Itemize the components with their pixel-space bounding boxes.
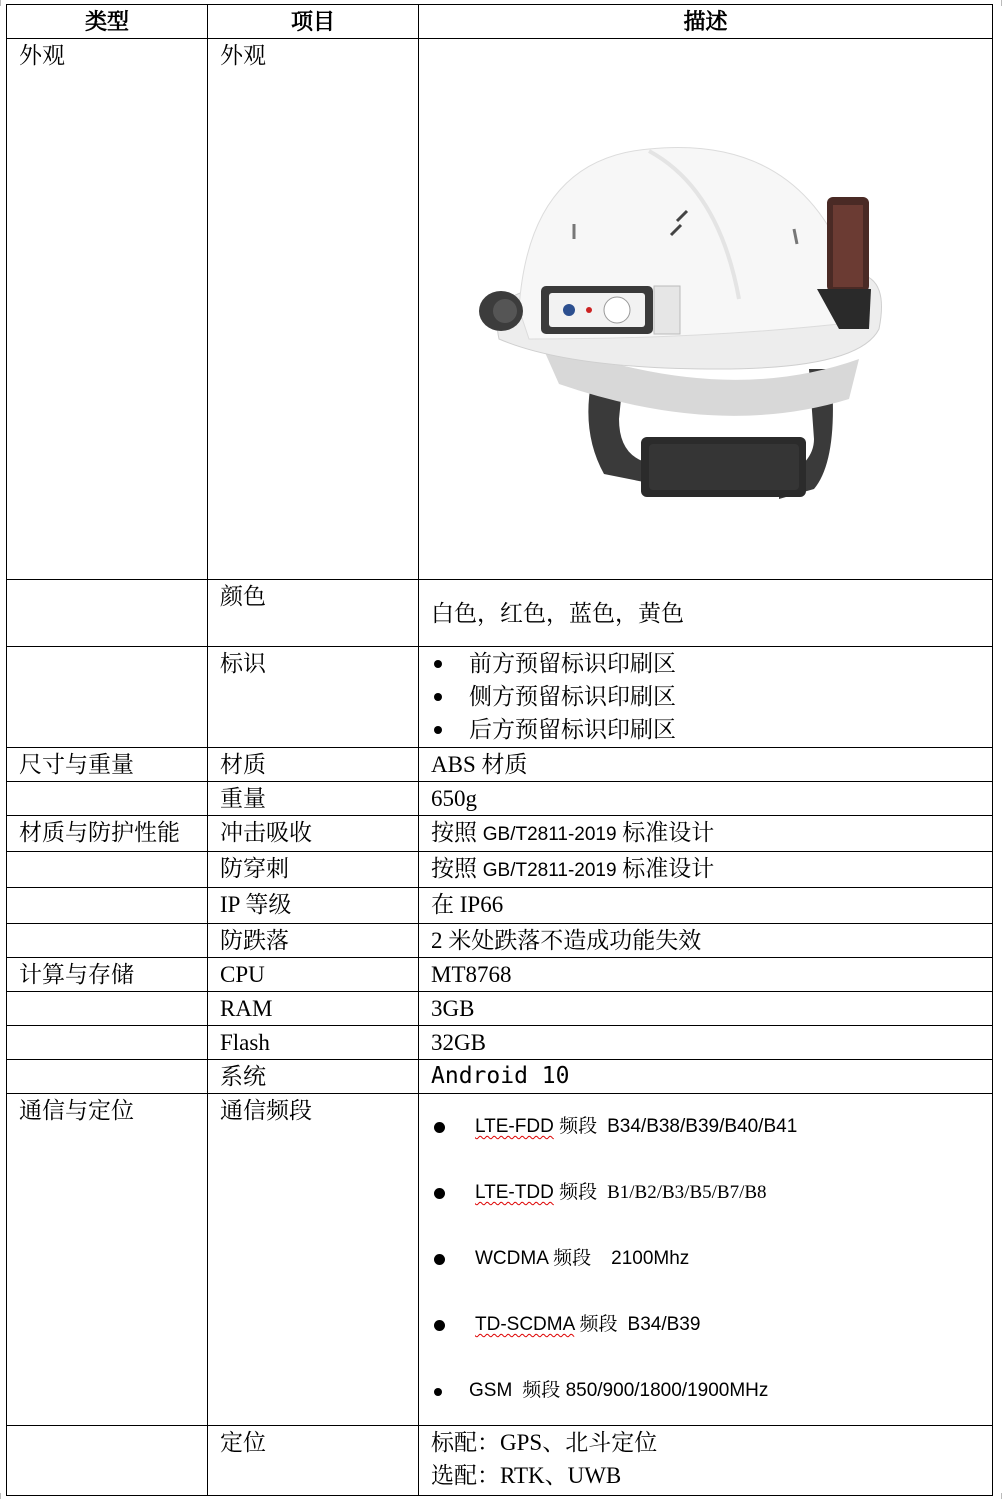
band-name: LTE-FDD [475, 1116, 554, 1137]
table-row [7, 1426, 993, 1496]
standard-code: GB/T2811-2019 [482, 860, 617, 881]
table-row [7, 647, 993, 748]
table-row [7, 1026, 993, 1060]
helmet-image [419, 39, 991, 570]
value-cell: 3GB [419, 992, 993, 1026]
category-cell [7, 647, 208, 748]
table-row [7, 748, 993, 782]
value-cell: Android 10 [419, 1060, 993, 1094]
table-row [7, 1060, 993, 1094]
item-cell: 防穿刺 [208, 852, 419, 888]
list-item [431, 1292, 992, 1358]
positioning-optional: 选配：RTK、UWB [431, 1463, 622, 1488]
list-item [431, 713, 992, 746]
item-cell: 冲击吸收 [208, 816, 419, 852]
table-row [7, 816, 993, 852]
bullet-icon [434, 660, 442, 668]
item-cell: IP 等级 [208, 888, 419, 924]
bullet-icon [434, 1122, 445, 1133]
page-corner-mark [1001, 0, 1002, 6]
category-cell [7, 1426, 208, 1496]
band-name: TD-SCDMA [475, 1314, 575, 1335]
band-label: 频段 [559, 1182, 598, 1203]
band-name: GSM [469, 1380, 513, 1401]
band-label: 频段 [553, 1248, 592, 1269]
category-cell [7, 992, 208, 1026]
table-row [7, 924, 993, 958]
header-item: 项目 [208, 5, 419, 39]
category-cell: 材质与防护性能 [7, 816, 208, 852]
table-row [7, 39, 993, 580]
category-cell [7, 924, 208, 958]
band-value: B34/B39 [627, 1314, 701, 1335]
item-cell: 通信频段 [208, 1094, 419, 1426]
bullet-icon [434, 1320, 445, 1331]
item-cell: CPU [208, 958, 419, 992]
list-item [431, 647, 992, 680]
category-cell [7, 782, 208, 816]
bullet-icon [434, 1254, 445, 1265]
category-cell [7, 1026, 208, 1060]
table-row [7, 782, 993, 816]
list-item [431, 1226, 992, 1292]
item-cell: 重量 [208, 782, 419, 816]
value-text: 标准设计 [616, 820, 715, 845]
table-row [7, 992, 993, 1026]
table-header-row [7, 5, 993, 39]
table-row [7, 1094, 993, 1426]
band-value: 850/900/1800/1900MHz [565, 1380, 769, 1401]
bullet-icon [434, 1188, 445, 1199]
category-cell: 尺寸与重量 [7, 748, 208, 782]
list-item [431, 1358, 992, 1424]
band-label: 频段 [522, 1380, 561, 1401]
bullet-icon [434, 726, 442, 734]
band-value: B1/B2/B3/B5/B7/B8 [607, 1182, 767, 1203]
value-cell [419, 1426, 993, 1496]
item-cell: 定位 [208, 1426, 419, 1496]
value-cell: 在 IP66 [419, 888, 993, 924]
band-name: LTE-TDD [475, 1182, 554, 1203]
value-cell [419, 852, 993, 888]
table-row [7, 888, 993, 924]
table-row [7, 958, 993, 992]
value-text: 按照 [431, 856, 483, 881]
value-text: 标准设计 [616, 856, 715, 881]
helmet-image-cell [419, 39, 993, 580]
list-item [431, 1094, 992, 1160]
value-text: 按照 [431, 820, 483, 845]
list-item [431, 1160, 992, 1226]
header-desc: 描述 [419, 5, 993, 39]
value-cell: 白色，红色，蓝色，黄色 [419, 580, 993, 647]
page-corner-mark [0, 1493, 1, 1499]
value-cell [419, 816, 993, 852]
standard-code: GB/T2811-2019 [482, 824, 617, 845]
band-value: B34/B38/B39/B40/B41 [607, 1116, 798, 1137]
list-item-text: 侧方预留标识印刷区 [469, 684, 676, 709]
value-cell: 2 米处跌落不造成功能失效 [419, 924, 993, 958]
item-cell: 系统 [208, 1060, 419, 1094]
bullet-icon [434, 1388, 442, 1396]
category-cell: 计算与存储 [7, 958, 208, 992]
item-cell: RAM [208, 992, 419, 1026]
positioning-standard: 标配：GPS、北斗定位 [431, 1430, 658, 1455]
item-cell: 外观 [208, 39, 419, 580]
table-row [7, 580, 993, 647]
value-cell: ABS 材质 [419, 748, 993, 782]
item-cell: Flash [208, 1026, 419, 1060]
category-cell [7, 888, 208, 924]
list-item-text: 前方预留标识印刷区 [469, 651, 676, 676]
band-name: WCDMA [475, 1248, 548, 1269]
bullet-icon [434, 693, 442, 701]
spec-table [6, 4, 993, 1496]
page-corner-mark [0, 0, 1, 6]
category-cell: 外观 [7, 39, 208, 580]
band-label: 频段 [579, 1314, 618, 1335]
list-item-text: 后方预留标识印刷区 [469, 717, 676, 742]
item-cell: 颜色 [208, 580, 419, 647]
logo-bullet-list [431, 647, 992, 746]
value-cell: 32GB [419, 1026, 993, 1060]
band-list [431, 1094, 992, 1424]
band-value: 2100Mhz [611, 1248, 690, 1269]
value-cell [419, 1094, 993, 1426]
table-row [7, 852, 993, 888]
category-cell [7, 580, 208, 647]
value-cell: MT8768 [419, 958, 993, 992]
band-label: 频段 [559, 1116, 598, 1137]
value-cell [419, 647, 993, 748]
category-cell: 通信与定位 [7, 1094, 208, 1426]
category-cell [7, 1060, 208, 1094]
page-corner-mark [1001, 1493, 1002, 1499]
item-cell: 标识 [208, 647, 419, 748]
value-cell: 650g [419, 782, 993, 816]
header-type: 类型 [7, 5, 208, 39]
list-item [431, 680, 992, 713]
item-cell: 材质 [208, 748, 419, 782]
item-cell: 防跌落 [208, 924, 419, 958]
category-cell [7, 852, 208, 888]
